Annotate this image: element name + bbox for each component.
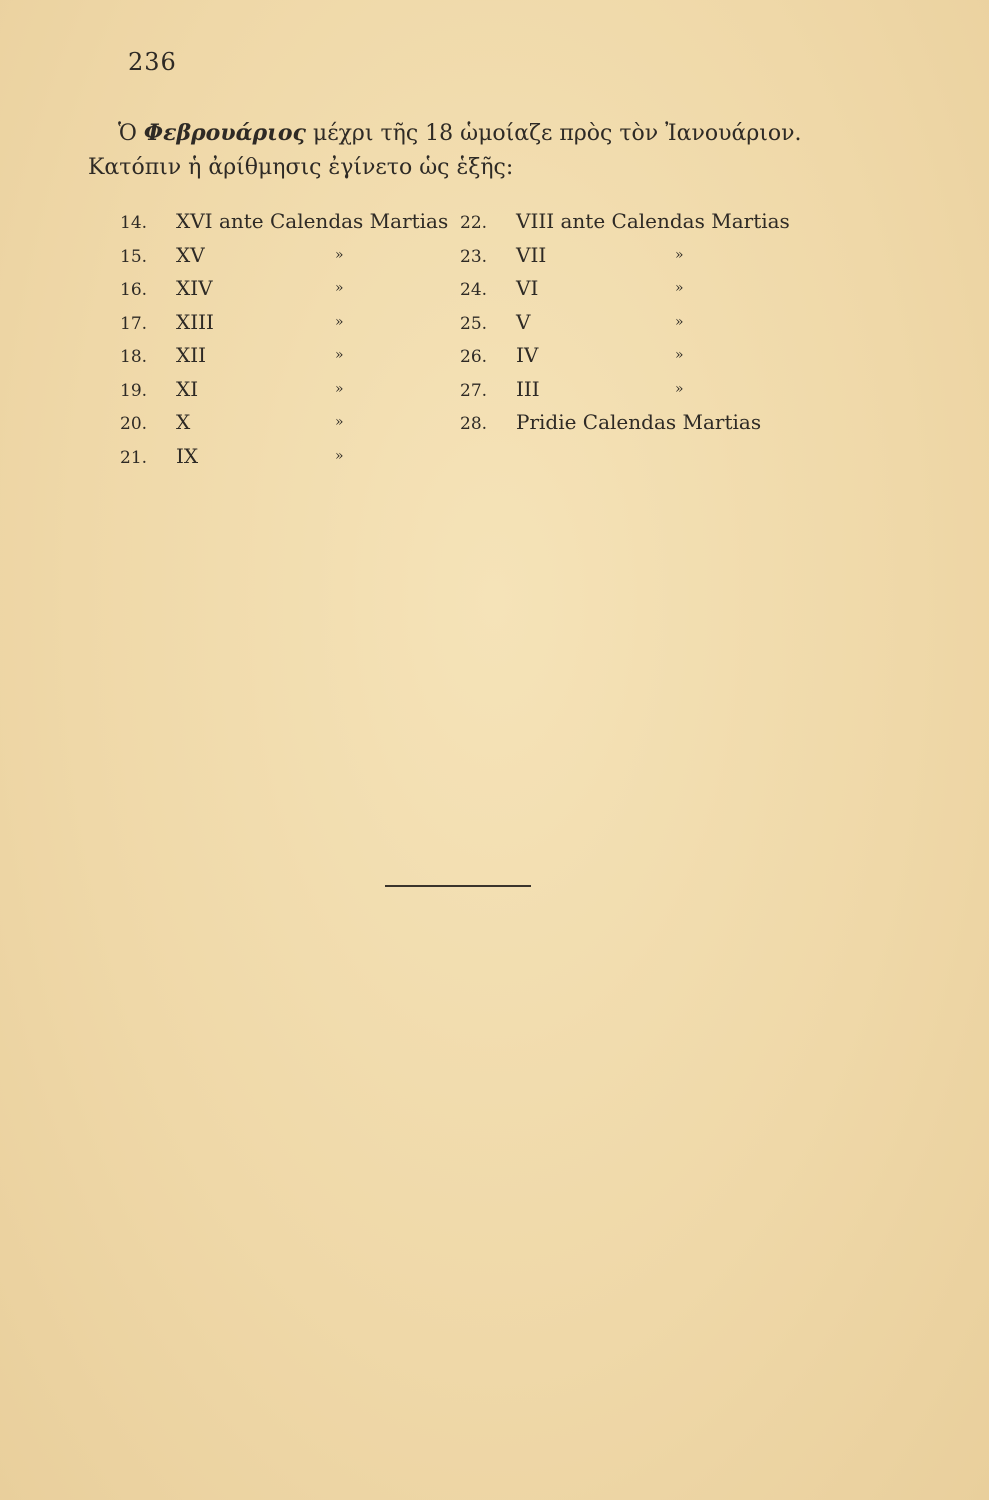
month-name: Φεβρουάριος [143, 120, 306, 146]
ditto-mark: » [675, 246, 684, 263]
intro-paragraph [88, 116, 888, 185]
day-number: 16. [120, 280, 148, 300]
day-number: 27. [460, 380, 488, 401]
date-row [460, 406, 790, 440]
date-row [120, 339, 448, 373]
intro-line-1 [88, 116, 888, 151]
ditto-mark: » [675, 380, 684, 397]
ditto-mark: » [335, 380, 344, 397]
day-number: 20. [120, 414, 148, 434]
day-number: 17. [120, 313, 148, 334]
ditto-mark: » [335, 447, 344, 464]
ditto-mark: » [335, 414, 344, 430]
roman-date: XII [176, 343, 207, 367]
closing-rule [385, 885, 531, 887]
day-number: 19. [120, 380, 148, 401]
date-row [120, 406, 448, 440]
ditto-mark: » [675, 313, 684, 330]
ditto-mark: » [335, 246, 344, 263]
roman-date: VII [516, 242, 547, 267]
date-row [120, 239, 448, 273]
roman-date: V [516, 309, 531, 334]
ditto-mark: » [675, 347, 684, 363]
ditto-mark: » [335, 280, 344, 296]
roman-date: IX [176, 443, 199, 468]
day-number: 21. [120, 447, 148, 468]
date-row [120, 205, 448, 239]
date-row [120, 373, 448, 407]
ditto-mark: » [335, 313, 344, 330]
roman-date: VI [516, 276, 539, 300]
roman-date: VIII ante Calendas Martias [516, 209, 790, 233]
date-row [460, 272, 790, 306]
intro-line-1-rest: μέχρι τῆς 18 ὡμοίαζε πρὸς τὸν Ἰανουάριον. [312, 121, 802, 146]
day-number: 23. [460, 246, 488, 267]
day-number: 26. [460, 347, 488, 367]
left-date-column [120, 205, 448, 473]
date-row [460, 339, 790, 373]
intro-article: Ὁ [118, 121, 137, 146]
day-number: 28. [460, 414, 488, 434]
page-number: 236 [128, 48, 177, 76]
day-number: 15. [120, 246, 148, 267]
roman-date: III [516, 376, 540, 401]
roman-date: XV [176, 242, 205, 267]
roman-date: IV [516, 343, 539, 367]
date-row [120, 306, 448, 340]
date-row [460, 205, 790, 239]
right-date-column [460, 205, 790, 440]
date-row [460, 373, 790, 407]
roman-date: X [176, 410, 191, 434]
day-number: 25. [460, 313, 488, 334]
day-number: 18. [120, 347, 148, 367]
roman-date: Pridie Calendas Martias [516, 410, 762, 434]
roman-date: XI [176, 376, 199, 401]
ditto-mark: » [335, 347, 344, 363]
day-number: 24. [460, 280, 488, 300]
intro-line-2: Κατόπιν ἡ ἀρίθμησις ἐγίνετο ὡς ἑξῆς: [88, 155, 514, 180]
roman-date: XVI ante Calendas Martias [176, 209, 449, 233]
ditto-mark: » [675, 280, 684, 296]
date-row [120, 272, 448, 306]
day-number: 14. [120, 213, 148, 233]
date-row [460, 239, 790, 273]
day-number: 22. [460, 213, 488, 233]
date-row [120, 440, 448, 474]
date-row [460, 306, 790, 340]
roman-date: XIII [176, 309, 214, 334]
roman-date: XIV [176, 276, 213, 300]
